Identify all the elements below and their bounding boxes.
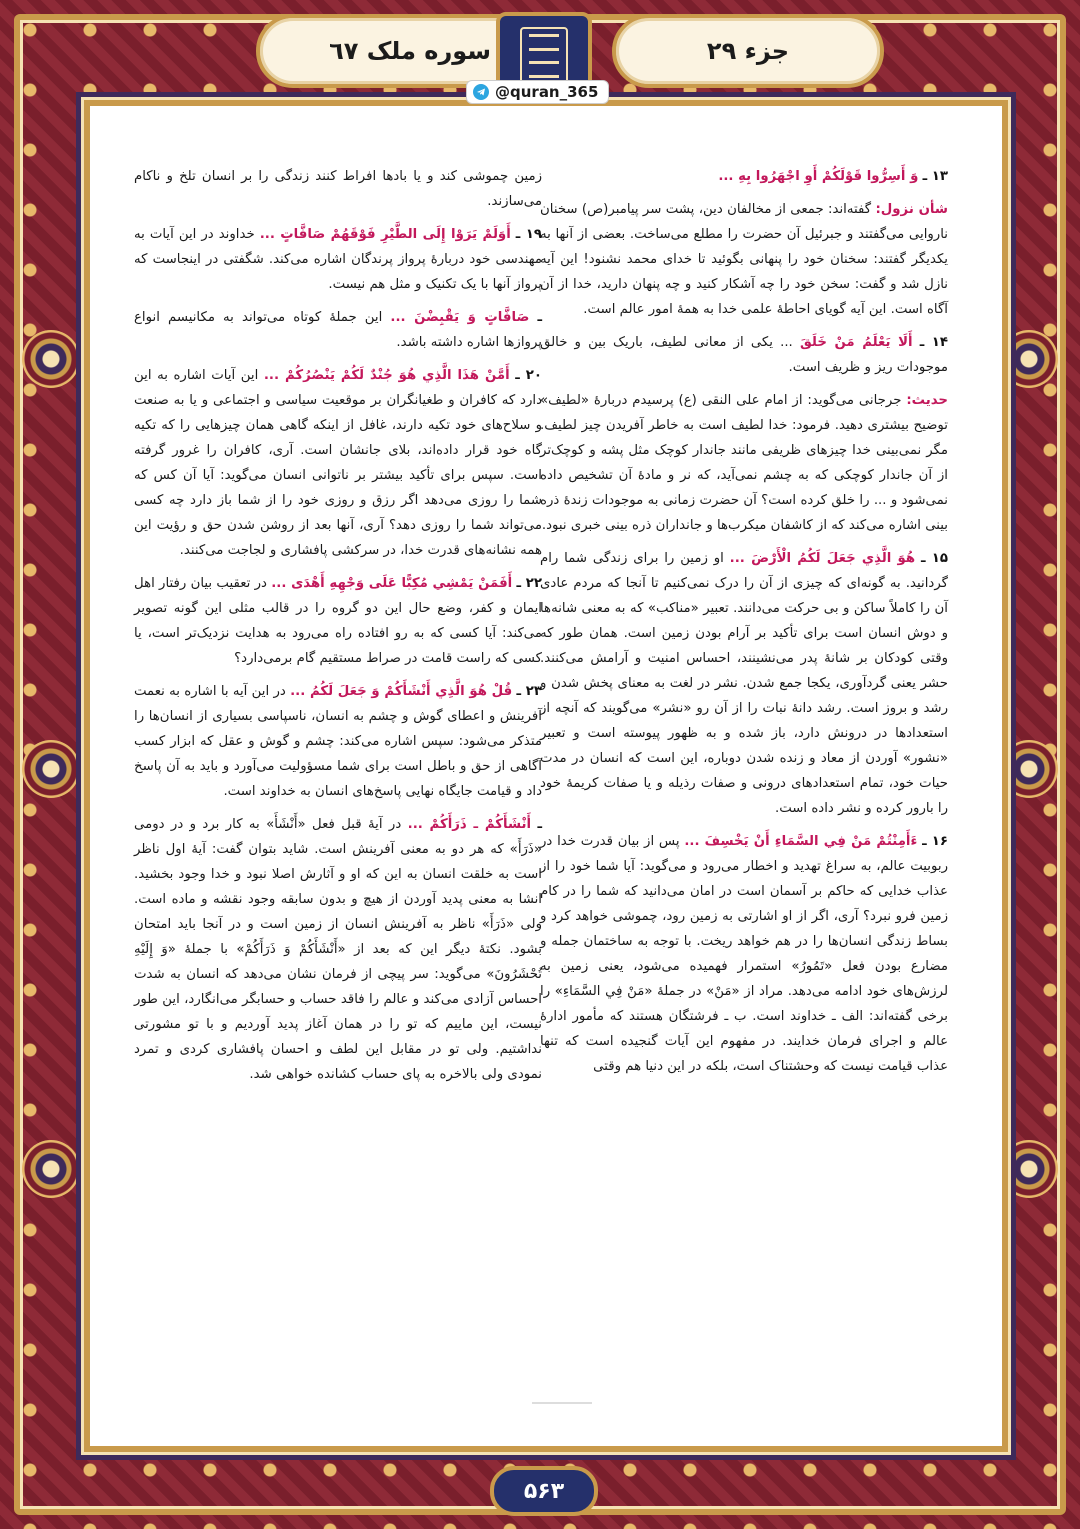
commentary-text: خداوند در این آیات به مهندسی خود دربارهٔ پرواز پرندگان اشاره می‌کند. شگفتی در اینجاست که پرواز آنها با یک تکنیک و مثل هم نیست. bbox=[134, 227, 542, 292]
left-column bbox=[134, 164, 542, 1095]
page-number: ۵۶۳ bbox=[523, 1478, 565, 1504]
verse-quote: أَفَمَنْ يَمْشِي مُكِبًّا عَلَى وَجْهِهِ أَهْدَى ... bbox=[271, 576, 513, 591]
verse-quote: أَوَلَمْ يَرَوْا إِلَى الطَّيْرِ فَوْقَهُمْ صَافَّاتٍ ... bbox=[259, 227, 511, 242]
verse-number: ـ bbox=[537, 817, 542, 832]
surah-title: سوره ملک ٦٧ bbox=[329, 37, 491, 65]
verse-quote: أَلَا يَعْلَمُ مَنْ خَلَقَ bbox=[799, 335, 913, 350]
verse-number: ۱۴ ـ bbox=[919, 335, 948, 350]
commentary-paragraph bbox=[540, 164, 948, 189]
section-tag: شأن نزول: bbox=[875, 202, 948, 217]
commentary-paragraph bbox=[540, 330, 948, 380]
juz-cartouche bbox=[612, 14, 884, 88]
commentary-text: این جملهٔ کوتاه می‌تواند به مکانیسم انواع پروازها اشاره داشته باشد. bbox=[134, 310, 542, 350]
verse-number: ۲۲ ـ bbox=[516, 576, 542, 591]
verse-number: ۱۳ ـ bbox=[922, 169, 948, 184]
commentary-text: در این آیه با اشاره به نعمت آفرینش و اعطای گوش و چشم به انسان، ناسپاسی بسیاری از انسان‌ها را متذکر می‌شود: سپس اشاره می‌کند: چشم و گوش و عقل که ابزار کسب آگاهی از حق و باطل است برای شما مسؤولیت می‌آورد و باید به آن پاسخ داد و قیامت جایگاه نهایی پاسخ‌های انسان به خداوند است. bbox=[134, 684, 542, 799]
commentary-text: این آیات اشاره به این دارد که کافران و طغیانگران بر موقعیت سیاسی و اجتماعی و یا به صنعت و سلاح‌های خود تکیه دارند، غافل از اینکه گاهی همان چیزهایی را که تکیه گاه خود قرار داده‌اند، بلای جانشان است. آری، کافران را غرور گرفته است. سپس برای تأکید بیشتر بر ناتوانی انسان می‌گوید: آیا آن کس که شما را روزی می‌دهد اگر رزق و روزی خود را از شما باز دارد چه کسی می‌تواند شما را روزی دهد؟ آری، آنها بعد از روشن شدن حق و رؤیت این همه نشانه‌های قدرت خدا، در سرکشی پافشاری و لجاجت می‌کنند. bbox=[134, 368, 542, 558]
commentary-paragraph bbox=[134, 305, 542, 355]
verse-number: ۱۶ ـ bbox=[922, 834, 948, 849]
commentary-text: زمین چموشی کند و یا بادها افراط کنند زندگی را بر انسان تلخ و ناکام می‌سازند. bbox=[134, 169, 542, 209]
verse-number: ۱۹ ـ bbox=[515, 227, 542, 242]
commentary-paragraph bbox=[540, 546, 948, 821]
rosette-ornament bbox=[22, 330, 80, 388]
commentary-paragraph bbox=[540, 829, 948, 1079]
commentary-text: گفته‌اند: جمعی از مخالفان دین، پشت سر پیامبر(ص) سخنان ناروایی می‌گفتند و جبرئیل آن حضرت را مطلع می‌ساخت. بعضی از آنها به یکدیگر گفتند: سخنان خود را پنهانی بگوئید تا خدای محمد نشنود! این آیه نازل شد و گفت: سخن خود را چه آشکار کنید و چه پنهان دارید، خدا از آن آگاه است. این آیه گویای احاطهٔ علمی خدا به همهٔ امور عالم است. bbox=[540, 202, 948, 317]
verse-number: ۲۰ ـ bbox=[515, 368, 542, 383]
commentary-text: ... یکی از معانی لطیف، باریک بین و خالق موجودات ریز و ظریف است. bbox=[540, 335, 948, 375]
juz-title: جزء ۲۹ bbox=[706, 37, 790, 65]
section-tag: حدیث: bbox=[906, 393, 949, 408]
commentary-paragraph bbox=[134, 363, 542, 563]
verse-quote: وَ أَسِرُّوا قَوْلَكُمْ أَوِ اجْهَرُوا بِهِ ... bbox=[718, 169, 919, 184]
rosette-ornament bbox=[1000, 740, 1058, 798]
verse-quote: ءَأَمِنْتُمْ مَنْ فِي السَّمَاءِ أَنْ يَخْسِفَ ... bbox=[684, 834, 918, 849]
commentary-paragraph bbox=[134, 571, 542, 671]
rosette-ornament bbox=[1000, 1140, 1058, 1198]
divider bbox=[532, 1402, 592, 1404]
commentary-paragraph bbox=[540, 388, 948, 538]
rosette-ornament bbox=[22, 1140, 80, 1198]
verse-number: ۲۳ ـ bbox=[516, 684, 542, 699]
rosette-ornament bbox=[22, 740, 80, 798]
commentary-text: در آیهٔ قبل فعل «أَنْشَأَ» به کار برد و در دومی «ذَرَأَ» که هر دو به معنی آفرینش است. شاید بتوان گفت: آیهٔ اول ناظر است به خلقت انسان به این که او و آثارش اصلا نبود و خدا وجود بخشید. انشا به معنی پدید آوردن از هیچ و بدون سابقه وجود نقشه و ماده است. ولی «ذَرَأَ» ناظر به آفرینش انسان از زمین است و در آنجا باید امتحان بشود. نکتهٔ دیگر این که بعد از «أَنْشَأَكُمْ وَ ذَرَأَكُمْ» با جملهٔ «وَ إِلَيْهِ تُحْشَرُونَ» می‌گوید: سر پیچی از فرمان نشان می‌دهد که انسان به شدت احساس آزادی می‌کند و عالم را فاقد حساب و حسابگر می‌انگارد، این طور نیست، این ماییم که تو را در همان آغاز پدید آوردیم و با تو مشورتی نداشتیم. ولی تو در مقابل این لطف و احسان پافشاری کردی و تمرد نمودی ولی بالاخره به پای حساب کشانده خواهی شد. bbox=[134, 817, 542, 1082]
telegram-icon bbox=[473, 84, 489, 100]
verse-number: ۱۵ ـ bbox=[920, 551, 948, 566]
verse-quote: أَنْشَأَكُمْ ـ ذَرَأَكُمْ ... bbox=[407, 817, 532, 832]
telegram-handle: @quran_365 bbox=[495, 83, 599, 101]
commentary-paragraph bbox=[134, 222, 542, 297]
verse-quote: قُلْ هُوَ الَّذِي أَنْشَأَكُمْ وَ جَعَلَ لَكُمُ ... bbox=[290, 684, 513, 699]
commentary-paragraph bbox=[134, 679, 542, 804]
commentary-text: او زمین را برای زندگی شما رام گردانید. به گونه‌ای که چیزی از آن را درک نمی‌کنیم تا آنجا که مردم عادی آن را کاملاً ساکن و بی حرکت می‌دانند. تعبیر «مناکب» که به معنی شانه‌ها و دوش انسان است برای تأکید بر آرام بودن زمین است. همان طور که وقتی کودکان بر شانهٔ پدر می‌نشینند، احساس امنیت و آرامش می‌کنند. حشر یعنی گردآوری، یکجا جمع شدن. نشر در لغت به معنای پخش شدن و رشد و بروز است. رشد دانهٔ نبات را از آن رو «نشر» می‌گویند که آنچه از استعدادها در درونش دارد، باز شده و به ظهور پیوسته است و تعبیر «نشور» آوردن از معاد و زنده شدن دوباره، این است که انسان در مدت حیات خود، تمام استعدادهای درونی و صفات رذیله و یا صفات کریمهٔ خود را بارور کرده و نشر داده است. bbox=[540, 551, 948, 816]
rosette-ornament bbox=[1000, 330, 1058, 388]
verse-quote: صَافَّاتٍ وَ يَقْبِضْنَ ... bbox=[390, 310, 530, 325]
commentary-paragraph bbox=[134, 812, 542, 1087]
commentary-text: در تعقیب بیان رفتار اهل ایمان و کفر، وضع حال این دو گروه را در قالب مثلی این گونه تصویر می‌کند: آیا کسی که به رو افتاده راه می‌رود به هدایت نزدیک‌تر است، یا کسی که راست قامت در صراط مستقیم گام برمی‌دارد؟ bbox=[134, 576, 542, 666]
commentary-text: پس از بیان قدرت خدا در ربوبیت عالم، به سراغ تهدید و اخطار می‌رود و می‌گوید: آیا شما خود را از عذاب خدایی که حاکم بر آسمان است در امان می‌دانید که شما را در کام زمین فرو نبرد؟ آری، اگر از او اشارتی به زمین رود، چموشی خواهد کرد و بساط زندگی انسان‌ها را در هم خواهد ریخت. با توجه به ساختمان جمله و مضارع بودن فعل «تَمُورُ» استمرار فهمیده می‌شود، یعنی زمین به لرزش‌های خود ادامه می‌دهد. مراد از «مَنْ» در جملهٔ «مَنْ فِي السَّمَاءِ» را برخی گفته‌اند: الف ـ خداوند است. ب ـ فرشتگان هستند که مأمور ادارهٔ عالم و اجرای فرمان خدایند. در مفهوم این آیات گنجیده است که تنها عذاب قیامت نیست که وحشتناک است، بلکه در این دنیا هم وقتی bbox=[540, 834, 948, 1074]
telegram-handle-link[interactable] bbox=[466, 80, 609, 104]
verse-quote: هُوَ الَّذِي جَعَلَ لَكُمُ الْأَرْضَ ... bbox=[729, 551, 916, 566]
commentary-text: جرجانی می‌گوید: از امام علی النقی (ع) پرسیدم دربارهٔ «لطیف» توضیح بیشتری دهید. فرمود: خدا لطیف است به خاطر آفریدن چیز لطیف. مگر نمی‌بینی خدا چیزهای ظریفی مانند جاندار کوچک مثل پشه و کوچک‌تر از آن جاندار کوچکی که به چشم نمی‌آید، که نر و مادهٔ آن تشخیص داده نمی‌شود و ... را خلق کرده است؟ آن حضرت زمانی به موجودات زندهٔ ذره بینی اشاره می‌کند که از کاشفان میکرب‌ها و جانداران ذره بینی خبری نبود. bbox=[540, 393, 948, 533]
text-panel bbox=[112, 112, 972, 1424]
verse-number: ـ bbox=[537, 310, 542, 325]
right-column bbox=[540, 164, 948, 1087]
verse-quote: أَمَّنْ هَذَا الَّذِي هُوَ جُنْدٌ لَكُمْ يَنْصُرُكُمْ ... bbox=[263, 368, 510, 383]
page-number-badge bbox=[490, 1466, 598, 1516]
commentary-paragraph bbox=[540, 197, 948, 322]
commentary-paragraph bbox=[134, 164, 542, 214]
